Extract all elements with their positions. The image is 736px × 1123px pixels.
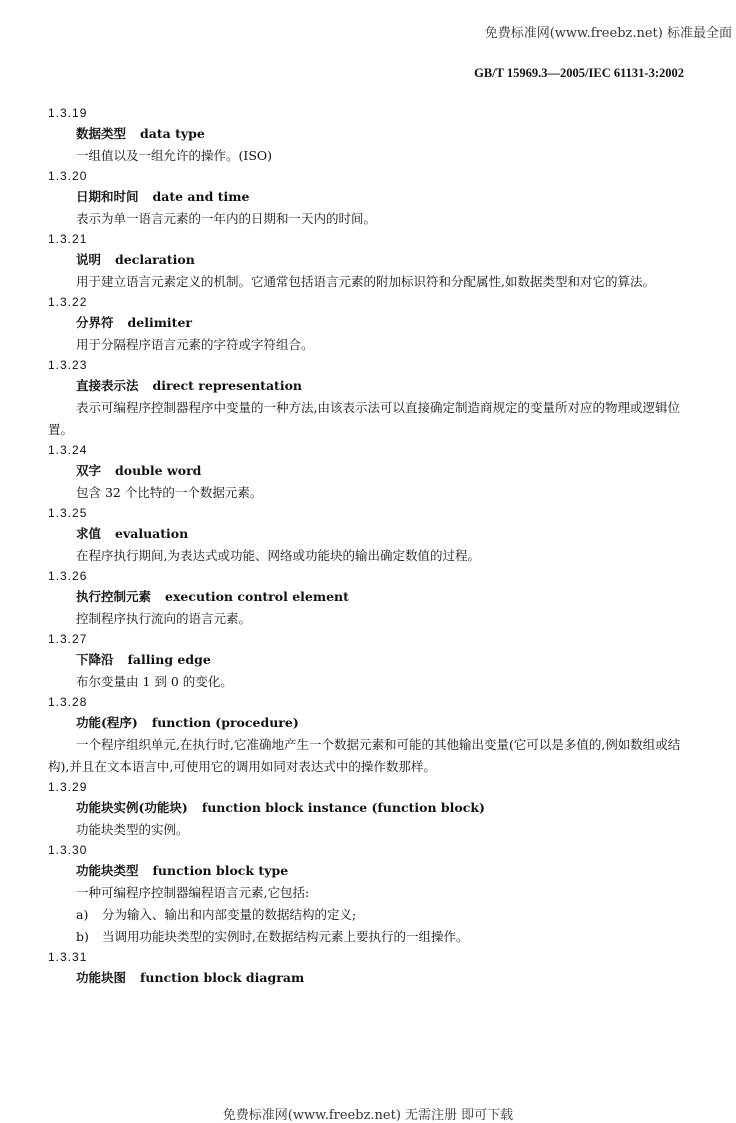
term-title <box>48 797 688 819</box>
term-definition: 表示可编程序控制器程序中变量的一种方法,由该表示法可以直接确定制造商规定的变量所对应的物理或逻辑位置。 <box>48 400 680 437</box>
term-en: delimiter <box>127 315 192 330</box>
list-item-text: 分为输入、输出和内部变量的数据结构的定义; <box>102 907 357 922</box>
term-entry <box>48 693 688 778</box>
term-zh: 执行控制元素 <box>76 589 152 604</box>
term-en: direct representation <box>152 378 302 393</box>
entry-number: 1.3.24 <box>48 443 88 457</box>
entry-number: 1.3.21 <box>48 232 88 246</box>
term-en: data type <box>140 126 205 141</box>
term-zh: 分界符 <box>76 315 114 330</box>
term-entry <box>48 293 688 356</box>
term-title <box>48 186 688 208</box>
term-entry <box>48 230 688 293</box>
term-definition: 一种可编程序控制器编程语言元素,它包括: <box>76 885 310 900</box>
term-title <box>48 460 688 482</box>
entry-number: 1.3.23 <box>48 358 88 372</box>
term-zh: 日期和时间 <box>76 189 139 204</box>
term-title <box>48 967 688 989</box>
term-entry <box>48 841 688 948</box>
entry-number: 1.3.27 <box>48 632 88 646</box>
term-definition: 布尔变量由 1 到 0 的变化。 <box>76 674 233 689</box>
term-title <box>48 649 688 671</box>
term-title <box>48 249 688 271</box>
term-en: function block diagram <box>140 970 305 985</box>
term-entry <box>48 441 688 504</box>
term-zh: 双字 <box>76 463 102 478</box>
list-item-text: 当调用功能块类型的实例时,在数据结构元素上要执行的一组操作。 <box>102 929 469 944</box>
term-definition: 包含 32 个比特的一个数据元素。 <box>76 485 263 500</box>
term-en: function block type <box>152 863 289 878</box>
entry-number: 1.3.25 <box>48 506 88 520</box>
term-en: date and time <box>152 189 250 204</box>
terms-list <box>48 104 688 989</box>
term-zh: 下降沿 <box>76 652 114 667</box>
term-zh: 直接表示法 <box>76 378 139 393</box>
term-title <box>48 860 688 882</box>
entry-number: 1.3.22 <box>48 295 88 309</box>
entry-number: 1.3.29 <box>48 780 88 794</box>
term-zh: 功能块实例(功能块) <box>76 800 188 815</box>
term-definition: 表示为单一语言元素的一年内的日期和一天内的时间。 <box>76 211 377 226</box>
term-zh: 说明 <box>76 252 102 267</box>
entry-number: 1.3.30 <box>48 843 88 857</box>
entry-number: 1.3.28 <box>48 695 88 709</box>
term-zh: 数据类型 <box>76 126 127 141</box>
term-zh: 求值 <box>76 526 102 541</box>
term-en: function (procedure) <box>151 715 299 730</box>
term-en: function block instance (function block) <box>201 800 485 815</box>
term-definition: 一组值以及一组允许的操作。(ISO) <box>76 148 273 163</box>
term-definition: 功能块类型的实例。 <box>76 822 189 837</box>
term-title <box>48 123 688 145</box>
term-definition: 用于建立语言元素定义的机制。它通常包括语言元素的附加标识符和分配属性,如数据类型和对它的算法。 <box>76 274 655 289</box>
term-entry <box>48 567 688 630</box>
entry-number: 1.3.19 <box>48 106 88 120</box>
term-zh: 功能块图 <box>76 970 127 985</box>
term-en: declaration <box>115 252 195 267</box>
term-definition: 在程序执行期间,为表达式或功能、网络或功能块的输出确定数值的过程。 <box>76 548 480 563</box>
term-entry <box>48 167 688 230</box>
term-definition: 控制程序执行流向的语言元素。 <box>76 611 252 626</box>
term-zh: 功能块类型 <box>76 863 139 878</box>
term-title <box>48 586 688 608</box>
term-title <box>48 375 688 397</box>
term-entry <box>48 948 688 989</box>
term-title <box>48 523 688 545</box>
footer-watermark: 免费标准网(www.freebz.net) 无需注册 即可下载 <box>222 1108 514 1123</box>
term-definition: 一个程序组织单元,在执行时,它准确地产生一个数据元素和可能的其他输出变量(它可以是多值的,例如数组或结构),并且在文本语言中,可使用它的调用如同对表达式中的操作数那样。 <box>48 737 681 774</box>
entry-number: 1.3.31 <box>48 950 88 964</box>
term-definition: 用于分隔程序语言元素的字符或字符组合。 <box>76 337 314 352</box>
entry-number: 1.3.20 <box>48 169 88 183</box>
term-entry <box>48 356 688 441</box>
list-item-label: b) <box>76 929 89 944</box>
term-en: execution control element <box>165 589 349 604</box>
term-en: double word <box>115 463 202 478</box>
term-en: evaluation <box>115 526 189 541</box>
term-title <box>48 712 688 734</box>
term-entry <box>48 504 688 567</box>
term-entry <box>48 778 688 841</box>
term-entry <box>48 104 688 167</box>
list-item <box>48 904 688 926</box>
term-zh: 功能(程序) <box>76 715 138 730</box>
list-item <box>48 926 688 948</box>
term-en: falling edge <box>127 652 211 667</box>
standard-code: GB/T 15969.3—2005/IEC 61131-3:2002 <box>474 66 684 80</box>
term-entry <box>48 630 688 693</box>
entry-number: 1.3.26 <box>48 569 88 583</box>
header-watermark: 免费标准网(www.freebz.net) 标准最全面 <box>484 26 732 41</box>
list-item-label: a) <box>76 907 89 922</box>
term-title <box>48 312 688 334</box>
